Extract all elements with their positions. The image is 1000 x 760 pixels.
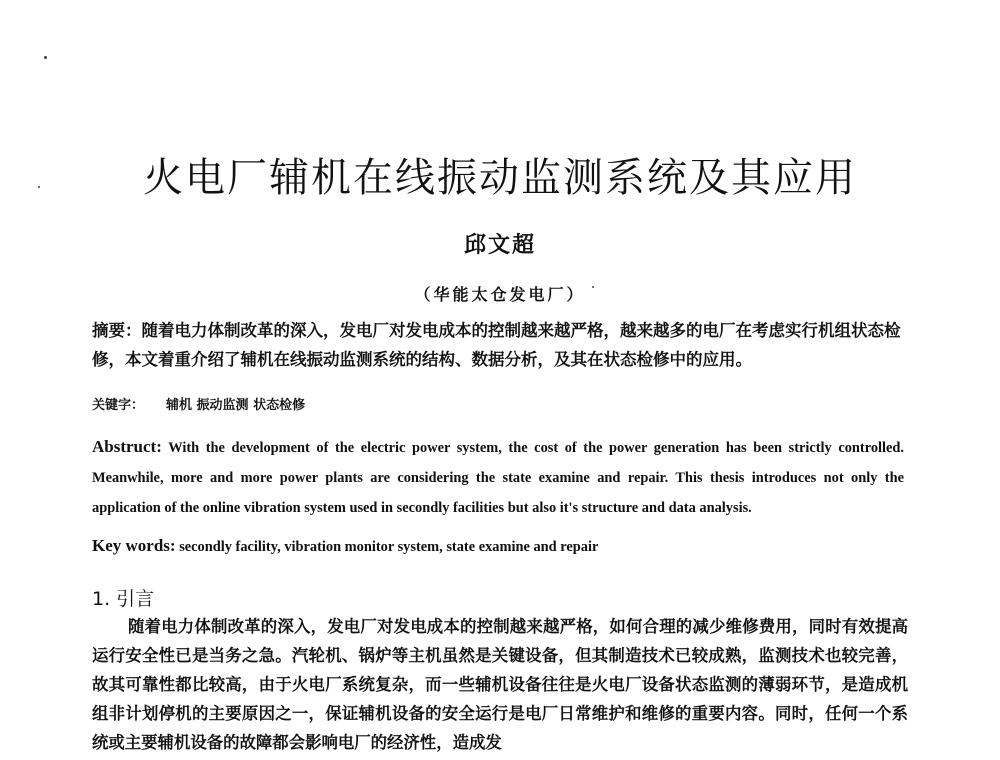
keywords-zh <box>92 394 908 413</box>
abstract-en <box>92 432 904 523</box>
abstract-en-label: Abstruct: <box>92 437 162 456</box>
abstract-zh-text: 随着电力体制改革的深入，发电厂对发电成本的控制越来越严格，越来越多的电厂在考虑实行机组状态检修，本文着重介绍了辅机在线振动监测系统的结构、数据分析，及其在状态检修中的应用。 <box>92 321 901 369</box>
section-paragraph: 随着电力体制改革的深入，发电厂对发电成本的控制越来越严格，如何合理的减少维修费用，同时有效提高运行安全性已是当务之急。汽轮机、锅炉等主机虽然是关键设备，但其制造技术已较成熟，监测技术也较完善，故其可靠性都比较高，由于火电厂系统复杂，而一些辅机设备往往是火电厂设备状态监测的薄弱环节，是造成机组非计划停机的主要原因之一，保证辅机设备的安全运行是电厂日常维护和维修的重要内容。同时，任何一个系统或主要辅机设备的故障都会影响电厂的经济性，造成发 <box>92 617 908 752</box>
section-heading: 1. 引言 <box>92 588 155 610</box>
author-affiliation: （华能太仓发电厂） <box>414 285 586 304</box>
keywords-zh-label: 关键字： <box>92 398 145 413</box>
abstract-zh <box>92 316 908 374</box>
scan-speck <box>44 56 47 59</box>
abstract-en-text: With the development of the electric power system, the cost of the power generation has been strictly controlled. Meanwhile, more and more power plants are considering the state examine and repair. This thesis introduces not only the application of the online vibration system used in secondly facilities but also it's structure and data analysis. <box>92 440 904 516</box>
keywords-en <box>92 536 904 556</box>
abstract-zh-label: 摘要： <box>92 321 142 340</box>
keywords-en-text: secondly facility, vibration monitor system, state examine and repair <box>179 539 599 555</box>
keywords-en-label: Key words: <box>92 536 176 555</box>
author-name: 邱文超 <box>463 232 536 258</box>
keywords-zh-text: 辅机 振动监测 状态检修 <box>166 398 306 413</box>
paper-title: 火电厂辅机在线振动监测系统及其应用 <box>143 155 857 201</box>
